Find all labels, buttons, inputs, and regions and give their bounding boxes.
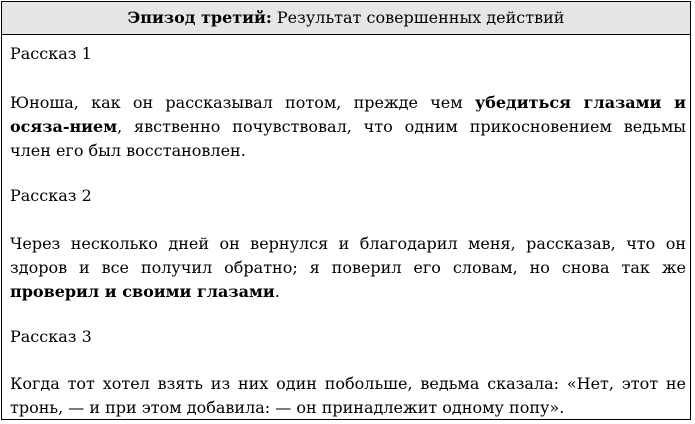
story-1-text-end: , явственно почувствовал, что одним прикосновением ведьмы член его был восстановлен. <box>10 117 686 160</box>
story-2-label: Рассказ 2 <box>10 186 92 205</box>
story-1-text <box>10 91 686 163</box>
episode-frame <box>1 1 691 420</box>
story-2-text-end: . <box>274 282 280 301</box>
story-1-text-emphasis: убедиться глазами и осяза-нием <box>10 93 686 136</box>
story-1-text-start: Юноша, как он рассказывал потом, прежде чем <box>10 93 475 112</box>
episode-title-bold: Эпизод третий: <box>127 8 272 27</box>
story-2-text-start: Через несколько дней он вернулся и благодарил меня, рассказав, что он здоров и все получил обратно; я поверил его словам, но снова так же <box>10 234 686 277</box>
episode-title-rest: Результат совершенных действий <box>271 8 565 27</box>
story-3-text: Когда тот хотел взять из них один побольше, ведьма сказала: «Нет, этот не тронь, — и при этом добавила: — он принадлежит одному попу». <box>10 374 686 417</box>
story-2-text-emphasis: проверил и своими глазами <box>10 282 275 301</box>
story-2-text <box>10 232 686 304</box>
story-1-label: Рассказ 1 <box>10 44 92 63</box>
episode-header <box>2 2 690 35</box>
story-3-label: Рассказ 3 <box>10 327 92 346</box>
